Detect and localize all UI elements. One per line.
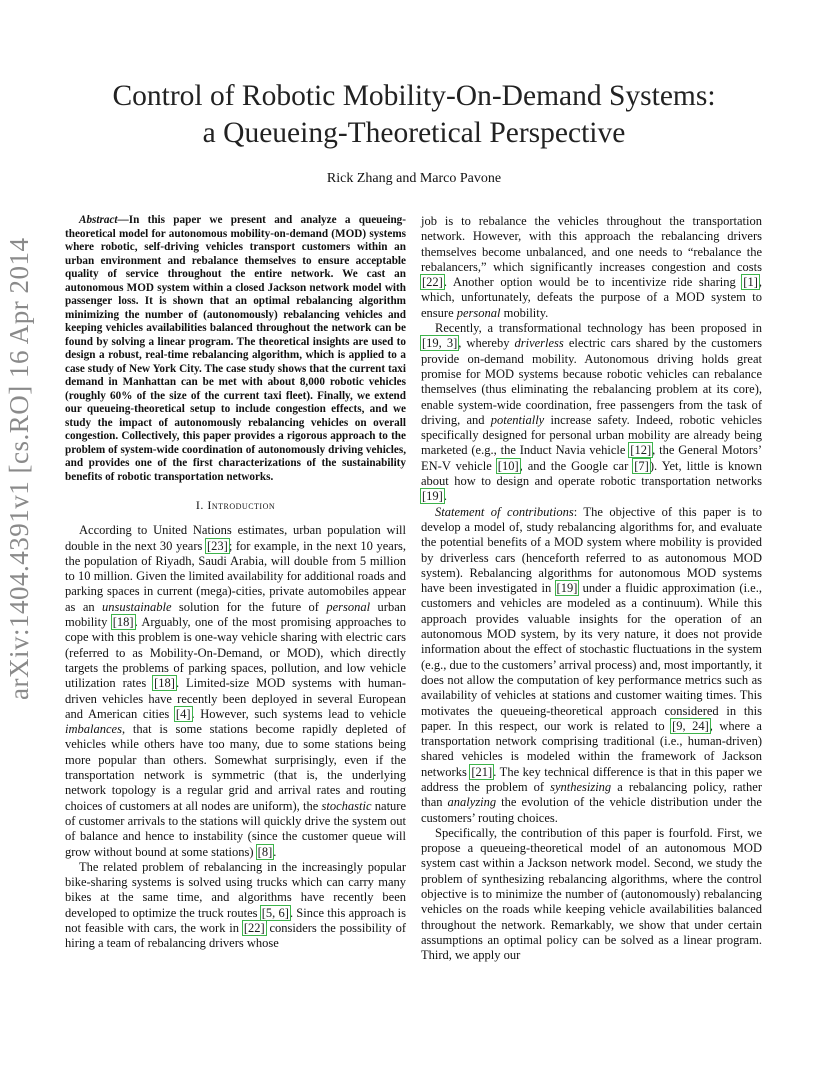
emphasis-text: imbalances bbox=[65, 722, 122, 737]
right-paragraph-1 bbox=[421, 214, 762, 321]
abstract-label: Abstract bbox=[79, 214, 118, 226]
right-paragraph-4 bbox=[421, 826, 762, 964]
citation-link[interactable]: [22] bbox=[422, 275, 443, 290]
text-run: the evolution of the vehicle distribution under the customers’ routing choices. bbox=[421, 795, 762, 825]
right-paragraph-2 bbox=[421, 321, 762, 505]
text-run: . Arguably, one of the most promising approaches to cope with this problem is one-way vehicle sharing with electric cars (referred to as Mobility-On-Demand, or MOD), which directly targets the problems of parking spaces, pollution, and low vehicle utilization rates bbox=[65, 615, 406, 691]
text-run: . bbox=[443, 489, 447, 504]
text-run: . Another option would be to incentivize ride sharing bbox=[443, 275, 743, 290]
citation-link[interactable]: [19, 3] bbox=[422, 336, 458, 351]
paper-title bbox=[0, 78, 828, 152]
paper-authors: Rick Zhang and Marco Pavone bbox=[326, 171, 502, 186]
paper-title-line1: Control of Robotic Mobility-On-Demand Systems: bbox=[112, 80, 716, 112]
text-run: a rebalancing policy, rather than bbox=[421, 779, 762, 810]
emphasis-text: driverless bbox=[514, 336, 564, 351]
left-column bbox=[65, 214, 406, 952]
citation-link[interactable]: [1] bbox=[743, 275, 758, 290]
text-run: . Limited-size MOD systems with human-driven vehicles have recently been deployed in several European and American cities bbox=[65, 676, 406, 721]
text-run: considers the possibility of hiring a team of rebalancing drivers whose bbox=[65, 921, 406, 951]
citation-link[interactable]: [19] bbox=[422, 489, 443, 504]
text-run: : The objective of this paper is to develop a model of, study rebalancing algorithms for, and evaluate the potential benefits of a MOD system where mobility is provided by driverless cars (henceforth referred to as autonomous MOD system). Rebalancing algorithms for autonomous MOD systems have been investigated in bbox=[421, 504, 762, 596]
citation-link[interactable]: [9, 24] bbox=[672, 718, 709, 733]
text-run: nature of customer arrivals to the stations will quickly drive the system out of balance and hence to instability (since the customer queue will grow without bound at some stations) bbox=[65, 798, 407, 859]
text-run: mobility. bbox=[500, 305, 549, 320]
emphasis-text: synthesizing bbox=[550, 779, 612, 794]
text-run: . bbox=[273, 844, 277, 859]
intro-paragraph-2 bbox=[65, 860, 406, 952]
text-run: ). Yet, little is known about how to design and operate robotic transportation networks bbox=[421, 458, 762, 489]
text-run: under a fluidic approximation (i.e., customers and vehicles are modeled as a continuum). While this approach provides valuable insights for the operation of an autonomous MOD system, by its very nature, it does not provide information about the effect of stochastic fluctuations in the system (e.g., due to the customers’ arrival process) and, most importantly, it does not allow the computation of key performance metrics such as availability of vehicles at stations and customer waiting times. This motivates the queueing-theoretical approach considered in this paper. In this respect, our work is related to bbox=[421, 581, 762, 733]
emphasis-text: analyzing bbox=[447, 795, 497, 810]
citation-link[interactable]: [18] bbox=[112, 615, 134, 630]
section-heading-introduction bbox=[65, 498, 406, 513]
citation-link[interactable]: [19] bbox=[556, 581, 578, 596]
text-run: According to United Nations estimates, urban population will double in the next 30 years bbox=[65, 523, 406, 553]
intro-paragraph-1 bbox=[65, 523, 406, 860]
text-run: . However, such systems lead to vehicle bbox=[191, 706, 406, 721]
emphasis-text: personal bbox=[326, 599, 371, 614]
text-run: increase safety. Indeed, robotic vehicles specifically designed for personal urban mobility are already being marketed (e.g., the Induct Navia vehicle bbox=[421, 412, 762, 458]
paper-title-line2: a Queueing-Theoretical Perspective bbox=[202, 117, 626, 149]
text-run: . Since this approach is not feasible with cars, the work in bbox=[65, 905, 406, 936]
text-run: urban mobility bbox=[65, 599, 406, 630]
text-run: , and the Google car bbox=[519, 458, 634, 473]
section-title: Introduction bbox=[207, 498, 276, 512]
emphasis-text: unsustainable bbox=[102, 599, 172, 614]
right-paragraph-3 bbox=[421, 505, 762, 826]
arxiv-identifier-stamp: arXiv:1404.4391v1 [cs.RO] 16 Apr 2014 bbox=[4, 237, 34, 700]
citation-link[interactable]: [23] bbox=[206, 538, 228, 553]
text-run: Specifically, the contribution of this paper is fourfold. First, we propose a queueing-theoretical model of an autonomous MOD system cast within a Jackson network model. Second, we study the problem of synthesizing rebalancing algorithms, where the control objective is to minimize the number of (autonomously) rebalancing vehicles on the roads while keeping vehicle availabilities balanced throughout the network. Remarkably, we show that under certain assumptions an optimal policy can be solved as a linear program. Third, we apply our bbox=[421, 825, 762, 963]
text-run: , where a transportation network comprising traditional (i.e., human-driven) shared vehicles is modeled within the framework of Jackson networks bbox=[421, 718, 762, 779]
citation-link[interactable]: [22] bbox=[243, 921, 265, 936]
text-run: . The key technical difference is that in this paper we address the problem of bbox=[421, 764, 762, 794]
text-run: job is to rebalance the vehicles throughout the transportation network. However, with this approach the rebalancing drivers themselves become unbalanced, and one needs to “rebalance the rebalancers,” which significantly increases congestion and costs bbox=[421, 214, 762, 274]
citation-link[interactable]: [8] bbox=[257, 844, 273, 859]
emphasis-text: personal bbox=[456, 305, 501, 320]
abstract-text: —In this paper we present and analyze a queueing-theoretical model for autonomous mobility-on-demand (MOD) systems where robotic, self-driving vehicles transport customers within an urban environment and rebalance themselves to ensure acceptable quality of service throughout the entire network. We cast an autonomous MOD system within a closed Jackson network model with passenger loss. It is shown that an optimal rebalancing algorithm minimizing the number of (autonomously) rebalancing vehicles and keeping vehicles availabilities balanced throughout the network can be found by solving a linear program. The theoretical insights are used to design a robust, real-time rebalancing algorithm, which is applied to a case study of New York City. The case study shows that the current taxi demand in Manhattan can be met with about 8,000 robotic vehicles (roughly 60% of the size of the current taxi fleet). Finally, we extend our queueing-theoretical setup to include congestion effects, and we study the impact of autonomously rebalancing vehicles on overall congestion. Collectively, this paper provides a rigorous approach to the problem of system-wide coordination of autonomously driving vehicles, and provides one of the first characterizations of the sustainability benefits of robotic transportation networks. bbox=[65, 214, 406, 483]
section-number: I. bbox=[195, 498, 204, 512]
citation-link[interactable]: [18] bbox=[154, 676, 175, 691]
citation-link[interactable]: [12] bbox=[630, 443, 652, 458]
emphasis-text: stochastic bbox=[321, 798, 372, 813]
text-run: , whereby bbox=[458, 336, 515, 351]
citation-link[interactable]: [21] bbox=[471, 764, 493, 779]
text-run: Recently, a transformational technology has been proposed in bbox=[435, 321, 762, 336]
right-column bbox=[421, 214, 762, 964]
citation-link[interactable]: [5, 6] bbox=[261, 905, 289, 920]
text-run: , which, unfortunately, defeats the purpose of a MOD system to ensure bbox=[421, 275, 762, 320]
citation-link[interactable]: [7] bbox=[634, 458, 649, 473]
citation-link[interactable]: [4] bbox=[175, 706, 191, 721]
text-run: ; for example, in the next 10 years, the population of Riyadh, Saudi Arabia, will double from 5 million to 10 million. Given the limited availability for additional roads and parking spaces in current (mega)-cities, private automobiles appear as an bbox=[65, 538, 406, 614]
statement-of-contributions-heading: Statement of contributions bbox=[435, 504, 574, 519]
emphasis-text: potentially bbox=[490, 412, 545, 427]
text-run: , that is some stations become rapidly depleted of vehicles while others have too many, due to some stations being more popular than others. Somewhat surprisingly, even if the transportation network is symmetric (that is, the underlying network topology is a regular grid and arrival rates and routing choices of customers at all nodes are uniform), the bbox=[65, 722, 406, 813]
text-run: The related problem of rebalancing in the increasingly popular bike-sharing systems is solved using trucks which can carry many bikes at the same time, and algorithms have recently been developed to optimize the truck routes bbox=[65, 859, 406, 920]
text-run: solution for the future of bbox=[171, 599, 327, 614]
text-run: electric cars shared by the customers provide on-demand mobility. Autonomous driving holds great promise for MOD systems because robotic vehicles can rebalance themselves (thus eliminating the rebalancing problem at its core), enable system-wide coordination, free passengers from the task of driving, and bbox=[421, 336, 762, 427]
text-run: , the General Motors’ EN-V vehicle bbox=[421, 443, 762, 473]
abstract-paragraph bbox=[65, 214, 406, 484]
citation-link[interactable]: [10] bbox=[497, 458, 519, 473]
